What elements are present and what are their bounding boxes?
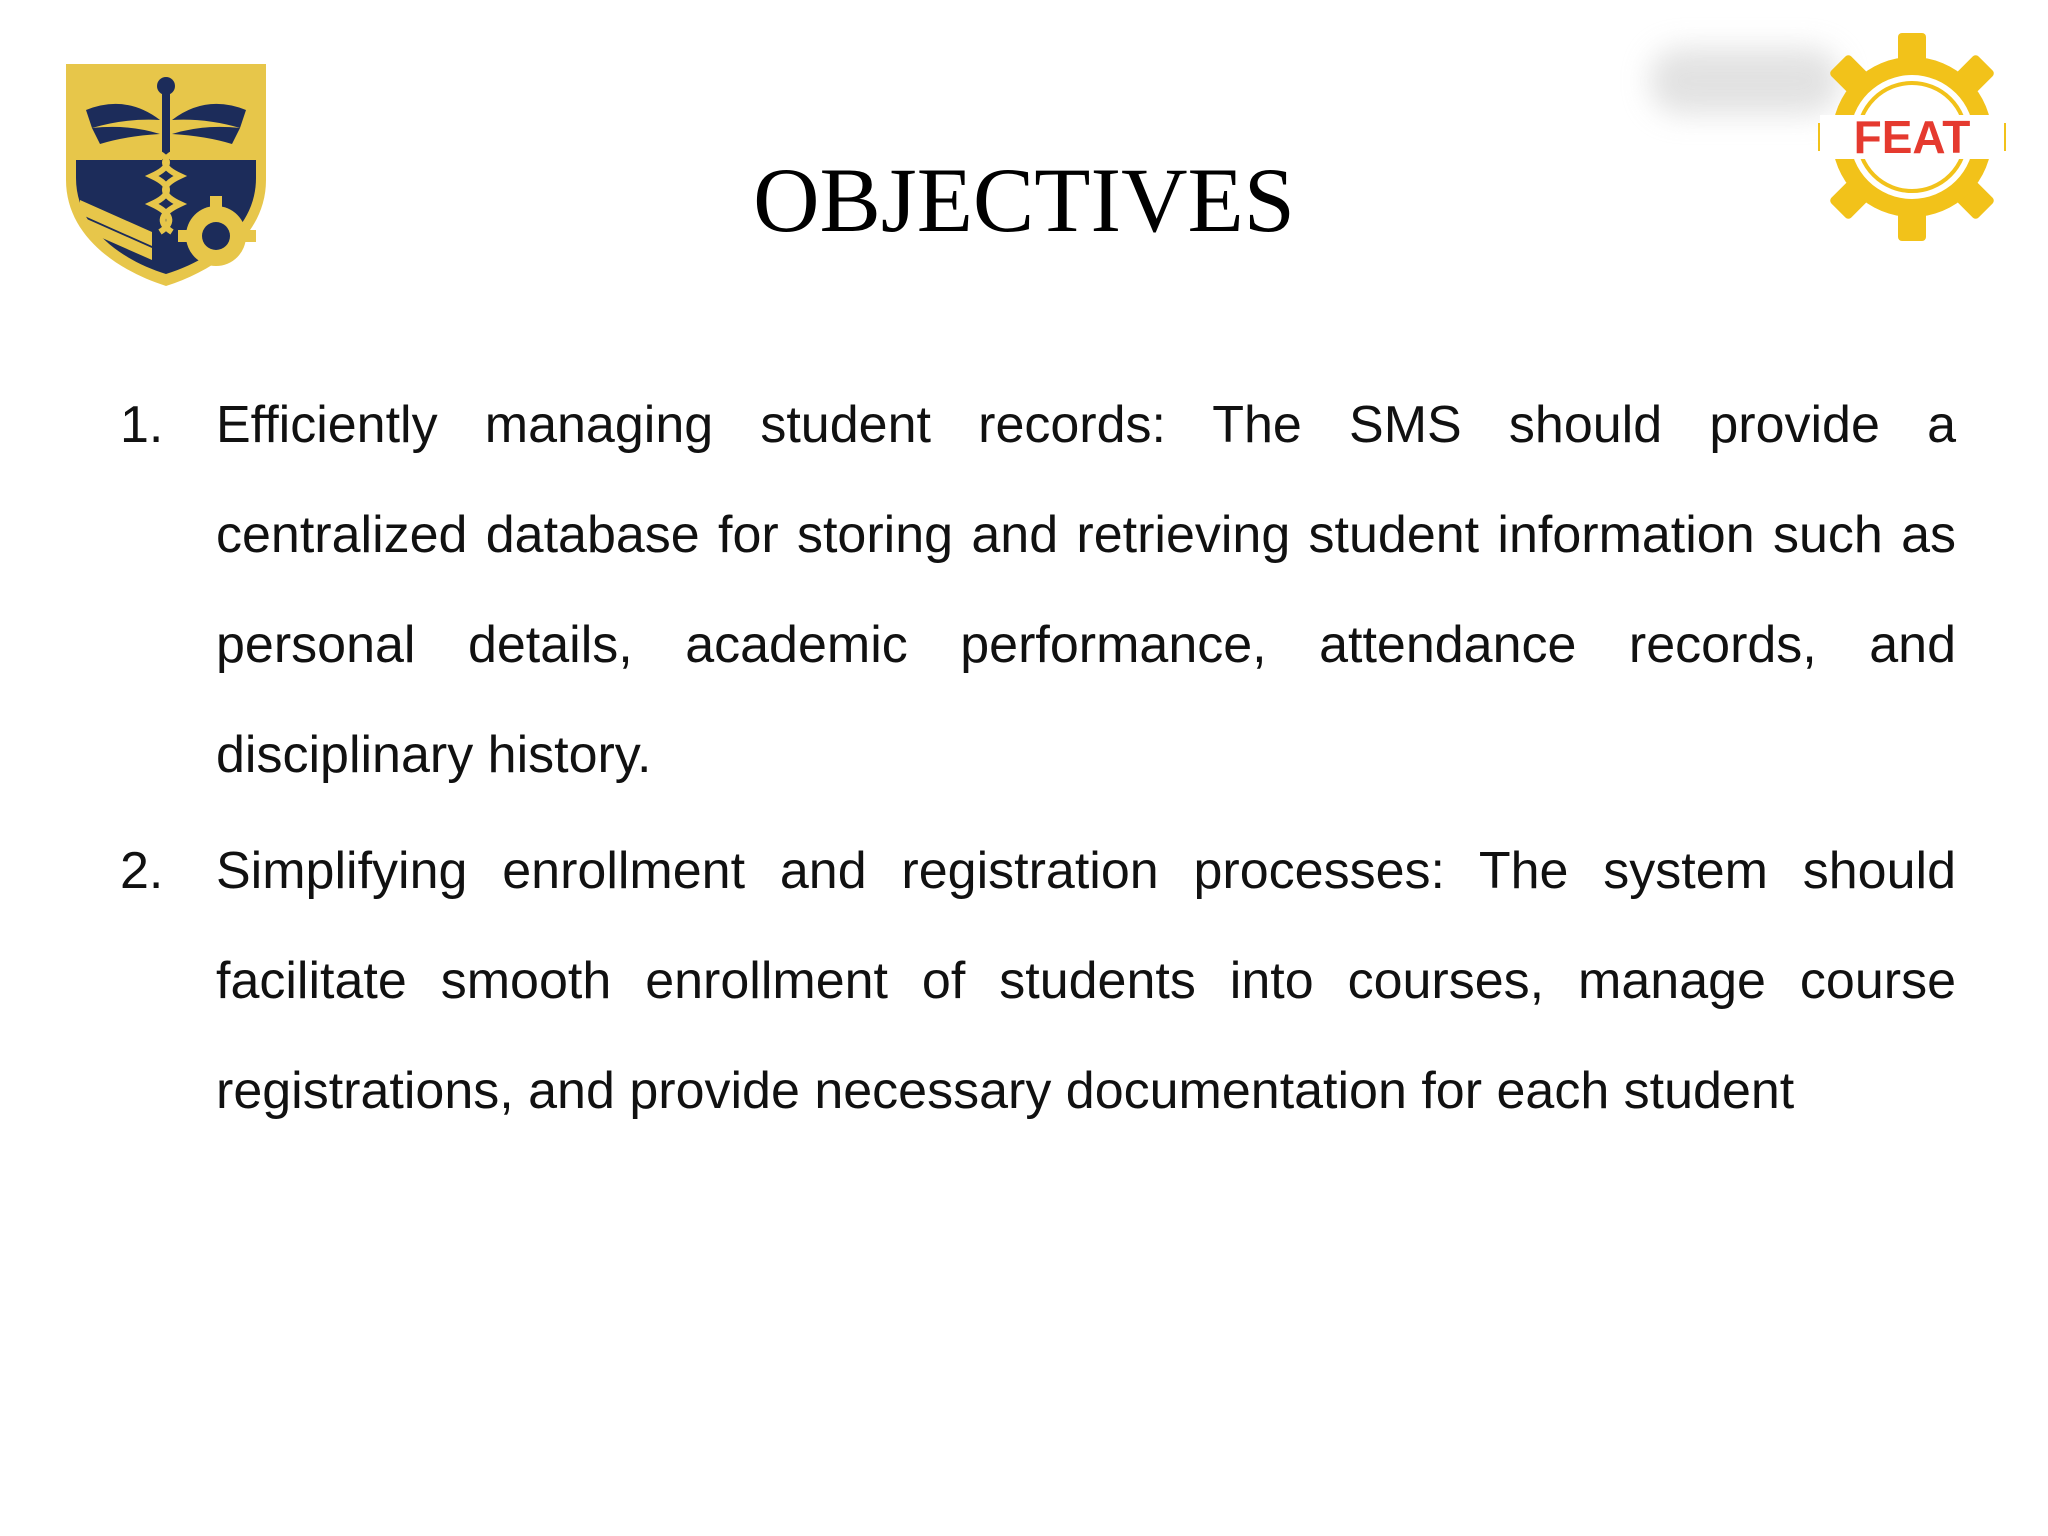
objective-item-2 [120,816,1956,1146]
objective-text: Simplifying enrollment and registration processes: The system should facilitate smooth enrollment of students into courses, manage course registrations, and provide necessary documentation for each student [216,842,1956,1120]
objective-number: 2. [120,842,164,900]
blurred-region [1650,48,1840,114]
feat-logo-text: FEAT [1853,111,1971,163]
objective-number: 1. [120,396,164,454]
objective-text: Efficiently managing student records: The SMS should provide a centralized database for storing and retrieving student information such as personal details, academic performance, attendance records, and disciplinary history. [216,396,1956,784]
objective-item-1 [120,370,1956,810]
slide-title: OBJECTIVES [753,149,1295,251]
objectives-list [120,370,1956,1152]
